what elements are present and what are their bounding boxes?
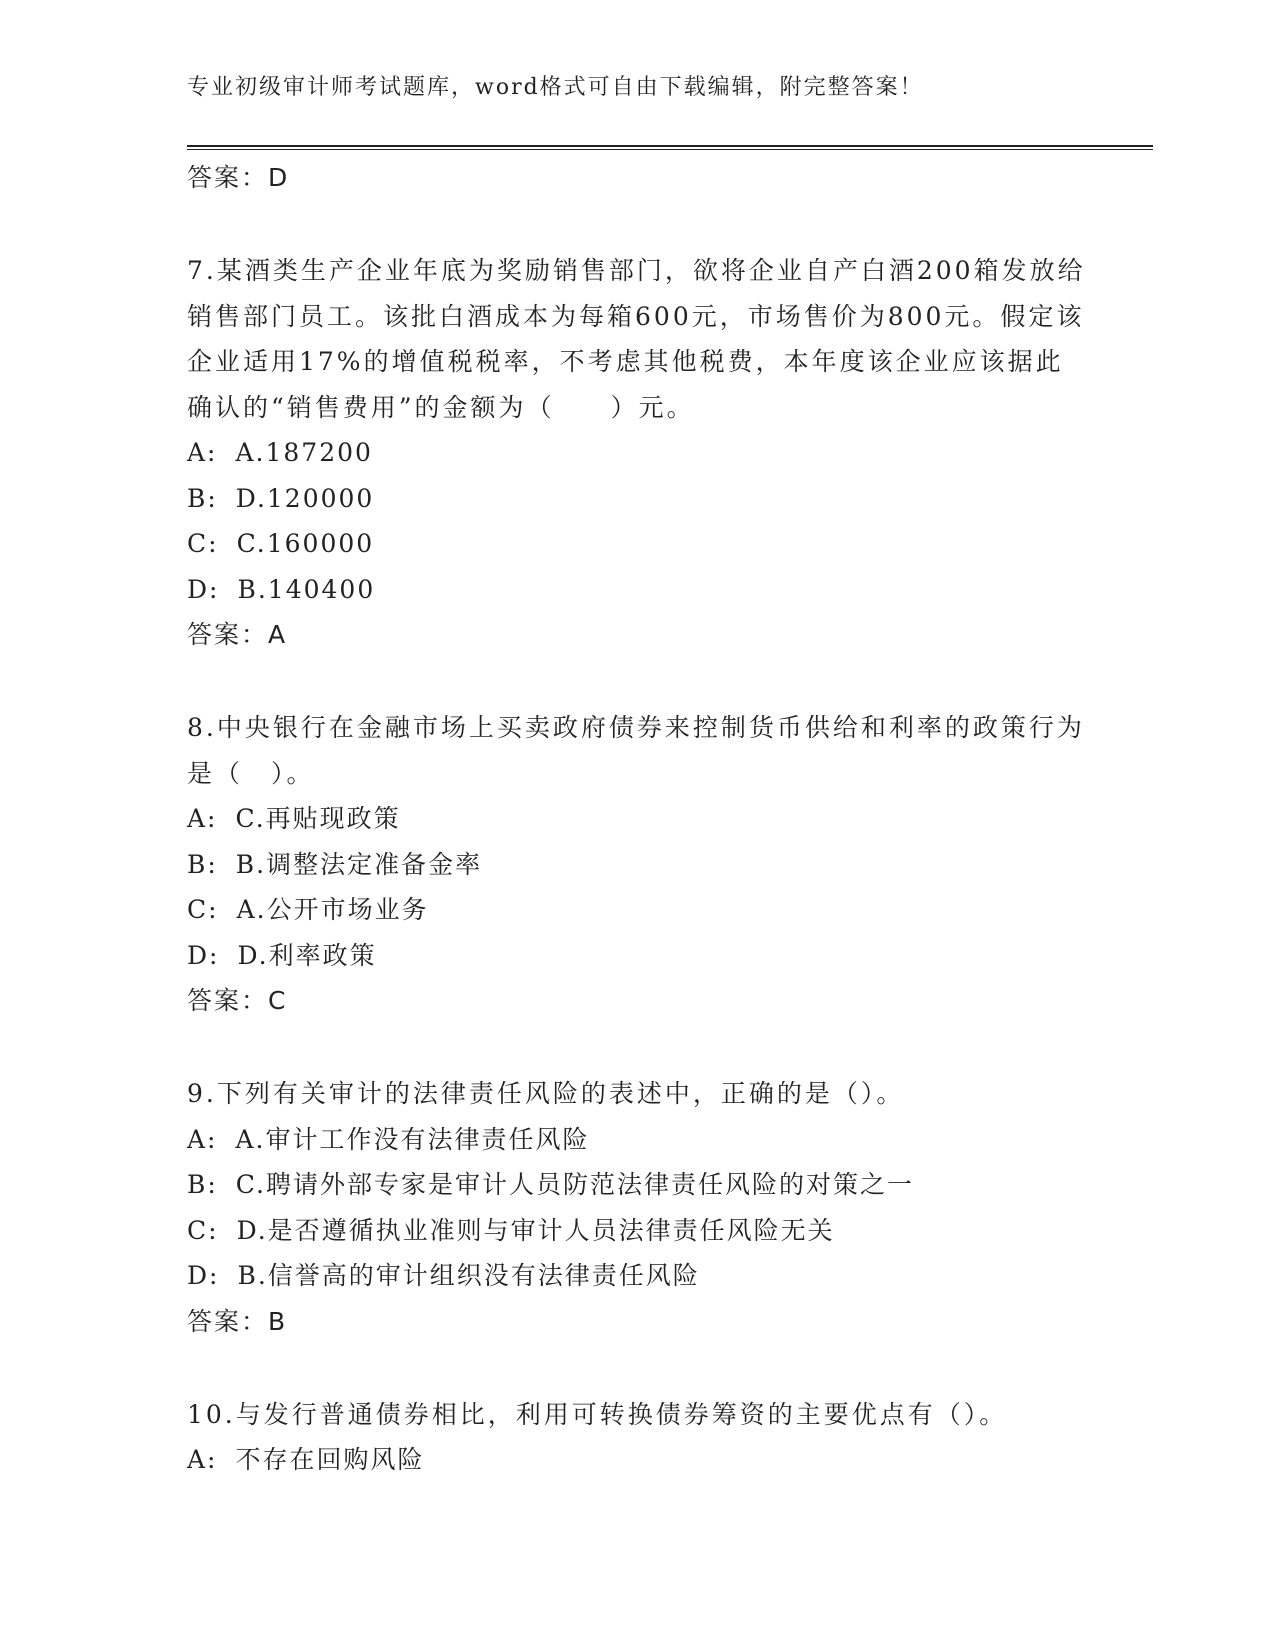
option-letter: A:: [187, 438, 218, 467]
question-block: [187, 1071, 1087, 1344]
option-letter: B:: [187, 1170, 218, 1199]
option-letter: A:: [187, 1445, 218, 1474]
option-item: [187, 796, 1087, 842]
option-item: [187, 1162, 1087, 1208]
option-item: [187, 430, 1087, 476]
question-stem: 10.与发行普通债券相比，利用可转换债券筹资的主要优点有（）。: [187, 1399, 1008, 1429]
option-item: [187, 933, 1087, 979]
page-header: 专业初级审计师考试题库，word格式可自由下载编辑，附完整答案！: [187, 75, 924, 100]
option-letter: A:: [187, 1124, 218, 1154]
option-text: A.审计工作没有法律责任风险: [235, 1124, 590, 1154]
option-item: [187, 1437, 1087, 1483]
question-stem: 8.中央银行在金融市场上买卖政府债券来控制货币供给和利率的政策行为是（ ）。: [187, 713, 1085, 788]
header-divider: [187, 145, 1153, 150]
option-letter: B:: [187, 849, 218, 879]
option-text: 不存在回购风险: [235, 1445, 425, 1474]
option-text: A.公开市场业务: [236, 895, 429, 924]
option-text: B.信誉高的审计组织没有法律责任风险: [237, 1261, 700, 1290]
option-item: [187, 1253, 1087, 1299]
option-item: [187, 1208, 1087, 1254]
option-item: [187, 521, 1087, 567]
question-stem: 9.下列有关审计的法律责任风险的表述中，正确的是（）。: [187, 1079, 905, 1108]
option-item: [187, 1117, 1087, 1163]
option-letter: C:: [187, 895, 219, 924]
question-block: [187, 705, 1087, 1023]
option-letter: A:: [187, 804, 218, 833]
option-item: [187, 567, 1087, 613]
option-text: B.140400: [237, 574, 376, 604]
answer-line: 答案：A: [187, 620, 288, 649]
question-block: [187, 1392, 1087, 1483]
option-text: C.160000: [236, 529, 375, 558]
option-text: D.120000: [235, 483, 375, 513]
answer-line: 答案：D: [187, 163, 290, 192]
answer-line: 答案：C: [187, 986, 288, 1015]
document-body: [187, 155, 1087, 1483]
option-letter: C:: [187, 1215, 219, 1245]
option-item: [187, 842, 1087, 888]
option-text: D.是否遵循执业准则与审计人员法律责任风险无关: [236, 1215, 835, 1245]
option-letter: D:: [187, 1261, 220, 1290]
option-text: C.再贴现政策: [235, 804, 401, 833]
option-text: B.调整法定准备金率: [235, 849, 483, 879]
option-text: D.利率政策: [237, 940, 377, 970]
option-letter: D:: [187, 940, 220, 970]
option-text: C.聘请外部专家是审计人员防范法律责任风险的对策之一: [235, 1170, 914, 1199]
option-letter: B:: [187, 483, 218, 513]
option-item: [187, 887, 1087, 933]
option-item: [187, 476, 1087, 522]
option-text: A.187200: [235, 438, 373, 467]
option-letter: C:: [187, 529, 219, 558]
answer-line: 答案：B: [187, 1306, 288, 1336]
option-letter: D:: [187, 574, 220, 604]
question-block: [187, 248, 1087, 657]
question-stem: 7.某酒类生产企业年底为奖励销售部门，欲将企业自产白酒200箱发放给销售部门员工。该批白酒成本为每箱600元，市场售价为800元。假定该企业适用17%的增值税税率，不考虑其他税费，本年度该企业应该据此确认的“销售费用”的金额为（ ）元。: [187, 256, 1086, 422]
